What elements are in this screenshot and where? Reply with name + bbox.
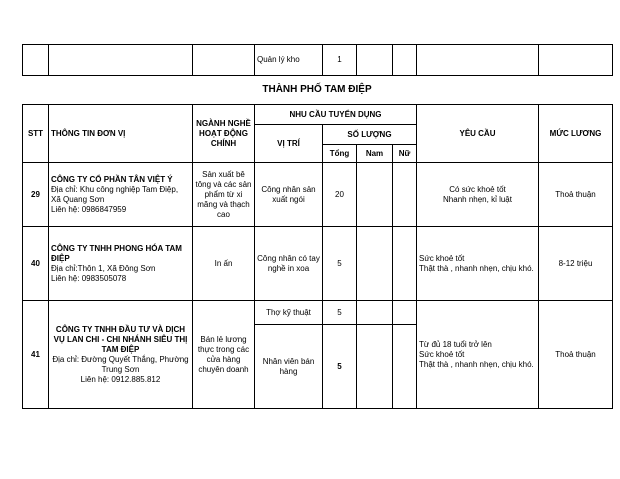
header-male: Nam [357, 145, 393, 163]
male-cell [357, 325, 393, 409]
female-cell [393, 163, 417, 227]
header-position: VỊ TRÍ [255, 125, 323, 163]
total-cell: 20 [323, 163, 357, 227]
table-row [23, 301, 613, 325]
org-name: CÔNG TY CỔ PHẦN TÂN VIỆT Ý [51, 174, 173, 184]
org-info-cell [49, 163, 193, 227]
requirements-cell [417, 227, 539, 301]
female-cell [393, 227, 417, 301]
salary-cell: Thoả thuận [539, 163, 613, 227]
male-cell [357, 163, 393, 227]
requirement-item: Từ đủ 18 tuổi trở lên [419, 339, 492, 349]
position-cell: Công nhân sản xuất ngói [255, 163, 323, 227]
previous-table-fragment [22, 44, 613, 76]
header-quantity: SỐ LƯỢNG [323, 125, 417, 145]
female-cell [393, 301, 417, 325]
header-demand: NHU CẦU TUYỂN DỤNG [255, 105, 417, 125]
org-info-cell [49, 301, 193, 409]
total-cell: 5 [323, 227, 357, 301]
industry-cell: Sản xuất bê tông và các sản phẩm từ xi măng và thạch cao [193, 163, 255, 227]
empty-cell [393, 45, 417, 76]
salary-cell: 8-12 triệu [539, 227, 613, 301]
org-address: Địa chỉ: Khu công nghiệp Tam Điệp, Xã Quang Sơn [51, 184, 179, 204]
org-address: Địa chỉ:Thôn 1, Xã Đông Sơn [51, 263, 156, 273]
org-name: CÔNG TY TNHH ĐẦU TƯ VÀ DỊCH VỤ LAN CHI - CHI NHÁNH SIÊU THỊ TAM ĐIỆP [53, 324, 188, 354]
requirement-item: Sức khoẻ tốt [419, 253, 465, 263]
male-cell [357, 227, 393, 301]
empty-cell [49, 45, 193, 76]
empty-cell [193, 45, 255, 76]
header-requirements: YÊU CẦU [417, 105, 539, 163]
header-industry: NGÀNH NGHỀ HOẠT ĐỘNG CHÍNH [193, 105, 255, 163]
industry-cell: Bán lẻ lương thực trong các cửa hàng chuyên doanh [193, 301, 255, 409]
stt-cell: 40 [23, 227, 49, 301]
requirement-item: Sức khoẻ tốt [419, 349, 465, 359]
position-cell: Quản lý kho [255, 45, 323, 76]
position-cell: Nhân viên bán hàng [255, 325, 323, 409]
org-address: Địa chỉ: Đường Quyết Thắng, Phường Trung Sơn [52, 354, 189, 374]
table-row [23, 227, 613, 301]
header-salary: MỨC LƯƠNG [539, 105, 613, 163]
requirements-cell [417, 301, 539, 409]
org-info-cell [49, 227, 193, 301]
header-female: Nữ [393, 145, 417, 163]
total-cell: 1 [323, 45, 357, 76]
total-cell: 5 [323, 301, 357, 325]
org-contact: Liên hệ: 0986847959 [51, 204, 127, 214]
total-cell: 5 [323, 325, 357, 409]
female-cell [393, 325, 417, 409]
header-total: Tổng [323, 145, 357, 163]
section-title: THÀNH PHỐ TAM ĐIỆP [262, 84, 372, 95]
position-cell: Công nhân có tay nghề in xoa [255, 227, 323, 301]
empty-cell [357, 45, 393, 76]
requirement-item: Nhanh nhẹn, kỉ luật [443, 194, 512, 204]
stt-cell: 41 [23, 301, 49, 409]
stt-cell: 29 [23, 163, 49, 227]
empty-cell [23, 45, 49, 76]
org-contact: Liên hệ: 0912.885.812 [80, 374, 161, 384]
industry-cell: In ấn [193, 227, 255, 301]
requirement-item: Thật thà , nhanh nhẹn, chịu khó. [419, 359, 534, 369]
org-contact: Liên hệ: 0983505078 [51, 273, 127, 283]
empty-cell [417, 45, 539, 76]
empty-cell [539, 45, 613, 76]
male-cell [357, 301, 393, 325]
table-row [23, 163, 613, 227]
requirements-cell [417, 163, 539, 227]
salary-cell: Thoả thuận [539, 301, 613, 409]
requirement-item: Có sức khoẻ tốt [449, 184, 506, 194]
org-name: CÔNG TY TNHH PHONG HÓA TAM ĐIỆP [51, 243, 182, 263]
header-info: THÔNG TIN ĐƠN VỊ [49, 105, 193, 163]
header-stt: STT [23, 105, 49, 163]
recruitment-table [22, 104, 613, 409]
requirement-item: Thật thà , nhanh nhẹn, chịu khó. [419, 263, 534, 273]
position-cell: Thợ kỹ thuật [255, 301, 323, 325]
